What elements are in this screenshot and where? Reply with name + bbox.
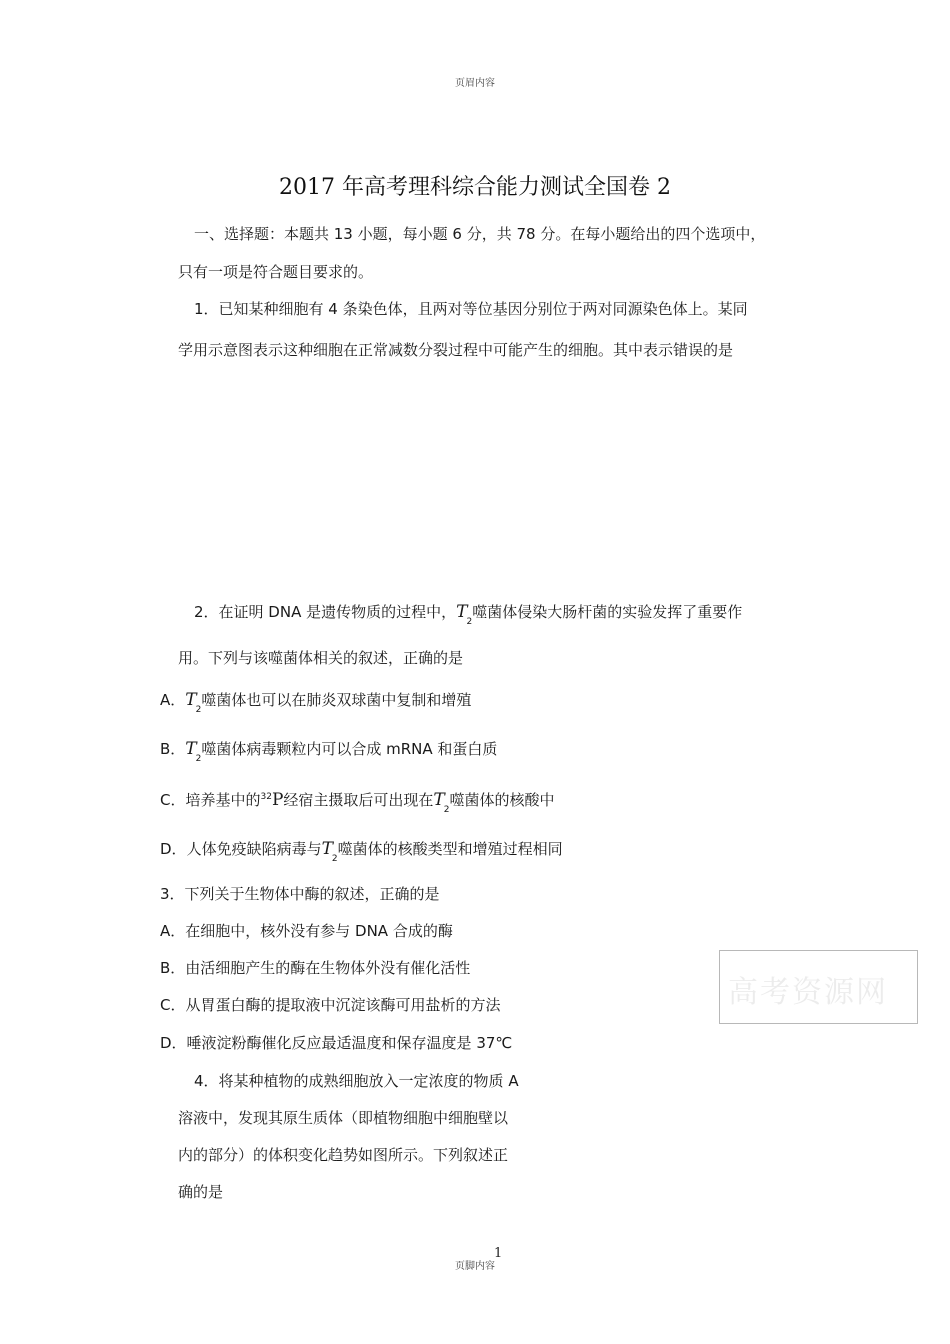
question-3-option-d: D．唾液淀粉酶催化反应最适温度和保存温度是 37℃ — [160, 1034, 513, 1052]
page-number: 1 — [494, 1246, 503, 1261]
option-d-text-end: 噬菌体的核酸类型和增殖过程相同 — [337, 840, 563, 858]
question-2-option-d — [160, 839, 563, 862]
option-c-text-mid: 经宿主摄取后可出现在 — [283, 791, 434, 809]
option-d-text-start: 人体免疫缺陷病毒与 — [186, 840, 322, 858]
question-3-option-a: A．在细胞中，核外没有参与 DNA 合成的酶 — [160, 922, 453, 940]
t2-symbol: T — [321, 839, 333, 859]
question-2-option-b — [160, 739, 497, 762]
question-4-line4: 确的是 — [178, 1183, 224, 1201]
t2-symbol: T — [433, 790, 445, 810]
section-intro-line2: 只有一项是符合题目要求的。 — [178, 263, 374, 281]
p32-superscript: 32 — [260, 792, 272, 802]
t2-subscript: 2 — [195, 754, 202, 764]
question-4-line3: 内的部分）的体积变化趋势如图所示。下列叙述正 — [178, 1146, 509, 1164]
question-3-option-b: B．由活细胞产生的酶在生物体外没有催化活性 — [160, 959, 471, 977]
page-footer: 页脚内容 — [455, 1261, 495, 1272]
question-2-stem-end: 噬菌体侵染大肠杆菌的实验发挥了重要作 — [472, 603, 743, 621]
t2-subscript: 2 — [466, 617, 473, 627]
section-intro-line1: 一、选择题：本题共 13 小题，每小题 6 分，共 78 分。在每小题给出的四个选项中， — [194, 225, 766, 243]
t2-symbol: T — [185, 739, 197, 759]
t2-subscript: 2 — [443, 805, 450, 815]
option-c-label: C． — [160, 791, 186, 809]
question-2-line1 — [194, 602, 742, 625]
question-4-line1: 4．将某种植物的成熟细胞放入一定浓度的物质 A — [194, 1072, 519, 1090]
watermark-box — [719, 950, 918, 1024]
question-1-line2: 学用示意图表示这种细胞在正常减数分裂过程中可能产生的细胞。其中表示错误的是 — [178, 341, 734, 359]
question-2-stem-start: 2．在证明 DNA 是遗传物质的过程中， — [194, 603, 457, 621]
page-header: 页眉内容 — [455, 78, 495, 89]
p-symbol: P — [271, 790, 284, 810]
t2-subscript: 2 — [331, 854, 338, 864]
option-b-text: 噬菌体病毒颗粒内可以合成 mRNA 和蛋白质 — [201, 740, 498, 758]
option-b-label: B． — [160, 740, 186, 758]
option-d-label: D． — [160, 840, 187, 858]
question-2-option-c — [160, 790, 555, 813]
question-2-option-a — [160, 690, 471, 713]
option-c-text-start: 培养基中的 — [185, 791, 261, 809]
option-c-text-end: 噬菌体的核酸中 — [449, 791, 555, 809]
question-3-stem: 3．下列关于生物体中酶的叙述，正确的是 — [160, 885, 440, 903]
option-a-text: 噬菌体也可以在肺炎双球菌中复制和增殖 — [201, 691, 472, 709]
t2-symbol: T — [185, 690, 197, 710]
page-title: 2017 年高考理科综合能力测试全国卷 2 — [279, 175, 671, 200]
t2-subscript: 2 — [195, 705, 202, 715]
watermark-text: 高考资源网 — [728, 975, 888, 1010]
question-3-option-c: C．从胃蛋白酶的提取液中沉淀该酶可用盐析的方法 — [160, 996, 501, 1014]
question-2-line2: 用。下列与该噬菌体相关的叙述，正确的是 — [178, 649, 464, 667]
t2-symbol: T — [456, 602, 468, 622]
question-4-line2: 溶液中，发现其原生质体（即植物细胞中细胞壁以 — [178, 1109, 509, 1127]
question-1-line1: 1．已知某种细胞有 4 条染色体，且两对等位基因分别位于两对同源染色体上。某同 — [194, 300, 748, 318]
option-a-label: A． — [160, 691, 186, 709]
